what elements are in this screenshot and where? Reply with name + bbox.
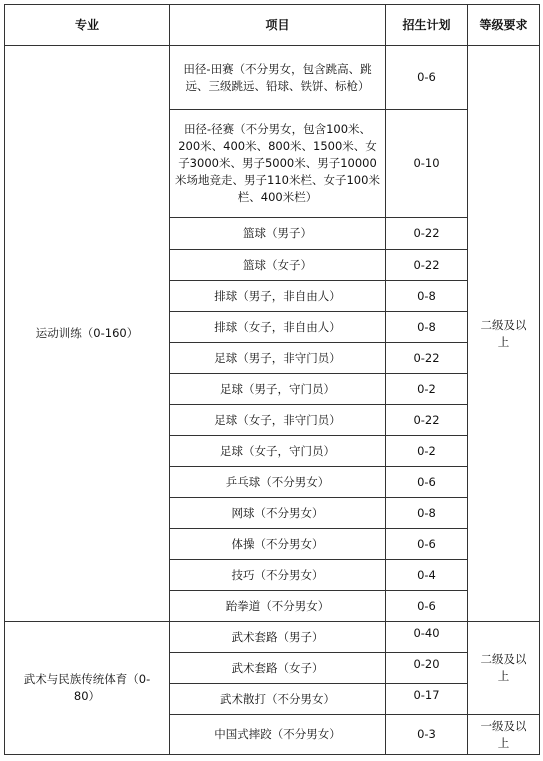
table-row bbox=[5, 46, 540, 110]
item-cell: 田径-径赛（不分男女，包含100米、200米、400米、800米、1500米、女子3000米、男子5000米、男子10000米场地竞走、男子110米栏、女子100米栏、400米栏） bbox=[170, 110, 386, 218]
plan-cell: 0-22 bbox=[386, 343, 468, 374]
plan-cell: 0-2 bbox=[386, 436, 468, 467]
major-text: 武术与民族传统体育（0-80） bbox=[23, 672, 151, 703]
item-cell: 足球（女子，非守门员） bbox=[170, 405, 386, 436]
plan-cell: 0-3 bbox=[386, 715, 468, 755]
major-sports-training: 运动训练（0-160） bbox=[5, 46, 170, 622]
plan-cell: 0-22 bbox=[386, 405, 468, 436]
grade-sports-training bbox=[468, 46, 540, 622]
grade-text: 二级及以上 bbox=[480, 317, 527, 349]
item-cell: 武术散打（不分男女） bbox=[170, 684, 386, 715]
plan-cell: 0-2 bbox=[386, 374, 468, 405]
grade-martial-arts-b bbox=[468, 715, 540, 755]
item-cell: 排球（女子，非自由人） bbox=[170, 312, 386, 343]
plan-cell: 0-10 bbox=[386, 110, 468, 218]
plan-cell: 0-8 bbox=[386, 498, 468, 529]
item-cell: 中国式摔跤（不分男女） bbox=[170, 715, 386, 755]
plan-cell: 0-20 bbox=[386, 653, 468, 684]
item-cell: 网球（不分男女） bbox=[170, 498, 386, 529]
plan-cell: 0-17 bbox=[386, 684, 468, 715]
item-cell: 足球（男子，非守门员） bbox=[170, 343, 386, 374]
plan-cell: 0-6 bbox=[386, 591, 468, 622]
item-cell: 篮球（女子） bbox=[170, 250, 386, 281]
plan-cell: 0-6 bbox=[386, 467, 468, 498]
plan-cell: 0-8 bbox=[386, 281, 468, 312]
item-cell: 乒乓球（不分男女） bbox=[170, 467, 386, 498]
item-cell: 足球（女子，守门员） bbox=[170, 436, 386, 467]
item-cell: 武术套路（男子） bbox=[170, 622, 386, 653]
table-row bbox=[5, 622, 540, 653]
major-martial-arts bbox=[5, 622, 170, 755]
grade-text: 二级及以上 bbox=[480, 652, 527, 683]
item-cell: 体操（不分男女） bbox=[170, 529, 386, 560]
item-cell: 排球（男子，非自由人） bbox=[170, 281, 386, 312]
grade-martial-arts-a bbox=[468, 622, 540, 715]
header-major: 专业 bbox=[5, 5, 170, 46]
item-cell: 田径-田赛（不分男女，包含跳高、跳远、三级跳远、铅球、铁饼、标枪） bbox=[170, 46, 386, 110]
item-cell: 跆拳道（不分男女） bbox=[170, 591, 386, 622]
plan-cell: 0-22 bbox=[386, 218, 468, 250]
grade-text: 一级及以上 bbox=[480, 718, 527, 750]
plan-cell: 0-22 bbox=[386, 250, 468, 281]
item-cell: 篮球（男子） bbox=[170, 218, 386, 250]
header-plan: 招生计划 bbox=[386, 5, 468, 46]
plan-cell: 0-4 bbox=[386, 560, 468, 591]
plan-cell: 0-40 bbox=[386, 622, 468, 653]
admissions-table bbox=[4, 4, 540, 755]
header-row bbox=[5, 5, 540, 46]
item-cell: 武术套路（女子） bbox=[170, 653, 386, 684]
item-cell: 足球（男子，守门员） bbox=[170, 374, 386, 405]
plan-cell: 0-6 bbox=[386, 529, 468, 560]
header-item: 项目 bbox=[170, 5, 386, 46]
item-cell: 技巧（不分男女） bbox=[170, 560, 386, 591]
header-grade: 等级要求 bbox=[468, 5, 540, 46]
plan-cell: 0-8 bbox=[386, 312, 468, 343]
plan-cell: 0-6 bbox=[386, 46, 468, 110]
